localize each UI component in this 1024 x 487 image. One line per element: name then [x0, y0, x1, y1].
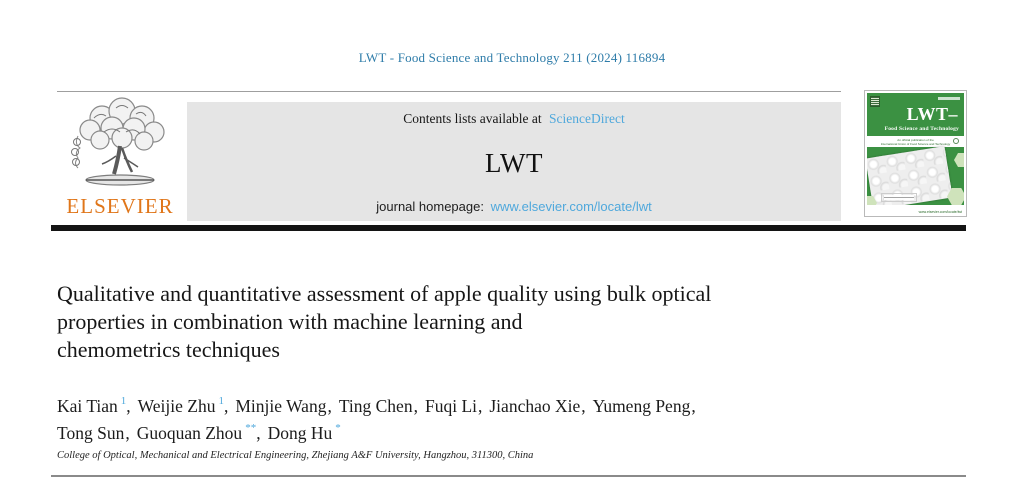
journal-citation: LWT - Food Science and Technology 211 (2024) 116894: [358, 50, 666, 65]
article-title: [57, 280, 917, 364]
author-separator: ,: [413, 395, 418, 416]
article-title-line: Qualitative and quantitative assessment of apple quality using bulk optical: [57, 281, 712, 306]
cover-title: LWT–: [906, 104, 958, 124]
cover-band-line2: International Union of Food Science and Technology: [880, 141, 951, 146]
cover-publication-band: [867, 136, 964, 147]
homepage-line: [376, 199, 651, 214]
cover-issn-text: [938, 97, 960, 100]
contents-label: Contents lists available at: [403, 111, 542, 126]
author-separator: ,: [256, 422, 261, 443]
elsevier-logo[interactable]: [57, 96, 183, 220]
cover-background: [867, 93, 964, 205]
author-separator: ,: [125, 422, 130, 443]
author-separator: ,: [327, 395, 332, 416]
elsevier-tree-icon: [64, 96, 176, 193]
article-title-line: properties in combination with machine learning and: [57, 309, 523, 334]
author-name: Ting Chen: [338, 395, 413, 416]
author-separator: ,: [126, 395, 131, 416]
header-top-rule: [57, 91, 841, 92]
journal-title: LWT: [485, 147, 543, 178]
article-title-line: chemometrics techniques: [57, 337, 280, 362]
author-name: Jianchao Xie: [489, 395, 581, 416]
author-ref-link[interactable]: 1: [120, 395, 127, 407]
cover-subtitle: Food Science and Technology: [884, 126, 959, 132]
cover-publisher-emblem-icon: [870, 96, 880, 107]
elsevier-wordmark: ELSEVIER: [66, 194, 174, 218]
author-name: Weijie Zhu: [137, 395, 216, 416]
author-name: Guoquan Zhou: [136, 422, 243, 443]
author-name: Kai Tian: [57, 395, 118, 416]
author-ref-link[interactable]: **: [245, 421, 257, 434]
homepage-link[interactable]: www.elsevier.com/locate/lwt: [490, 199, 652, 214]
sciencedirect-link[interactable]: ScienceDirect: [549, 111, 625, 126]
author-name: Dong Hu: [267, 422, 333, 443]
cover-band-line1: An official publication of the: [897, 137, 934, 142]
author-ref-link[interactable]: *: [335, 421, 341, 434]
journal-banner: [187, 102, 841, 221]
author-separator: ,: [223, 395, 229, 416]
homepage-label: journal homepage:: [376, 199, 484, 214]
author-separator: ,: [691, 395, 696, 416]
cover-union-seal-icon: [953, 138, 959, 144]
author-name: Fuqi Li: [424, 395, 477, 416]
journal-cover-thumbnail[interactable]: [864, 90, 967, 217]
author-separator: ,: [478, 395, 483, 416]
author-name: Tong Sun: [57, 422, 125, 443]
cover-sciencedirect-box: [881, 193, 917, 202]
header-divider-bar: [51, 225, 966, 231]
contents-line: [403, 111, 624, 127]
section-divider-rule: [51, 475, 966, 477]
cover-hexagon-decoration: [954, 153, 964, 167]
author-name: Yumeng Peng: [592, 395, 691, 416]
cover-url: www.elsevier.com/locate/lwt: [918, 209, 962, 214]
author-separator: ,: [581, 395, 586, 416]
author-list: [57, 391, 917, 445]
author-ref-link[interactable]: 1: [218, 395, 224, 407]
affiliation: College of Optical, Mechanical and Electrical Engineering, Zhejiang A&F University, Hangzhou, 311300, China: [57, 450, 534, 461]
author-name: Minjie Wang: [235, 395, 327, 416]
